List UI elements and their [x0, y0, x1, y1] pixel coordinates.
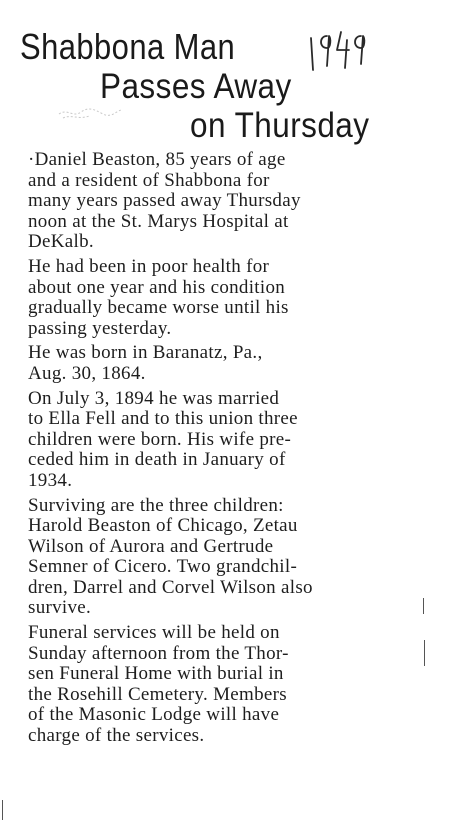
text-line: and a resident of Shabbona for [28, 169, 270, 191]
text-line: Sunday afternoon from the Thor- [28, 642, 289, 664]
text-line: He had been in poor health for [28, 255, 270, 277]
text-line: ·Daniel Beaston, 85 years of age [28, 149, 286, 170]
text-line: Surviving are the three children: [28, 494, 284, 516]
text-line: 1934. [28, 469, 73, 491]
handwritten-year-annotation [305, 26, 371, 76]
headline-line-3: on Thursday [190, 106, 370, 145]
text-line: DeKalb. [28, 231, 94, 253]
margin-mark [424, 640, 425, 666]
headline [0, 0, 452, 145]
text-line: Harold Beaston of Chicago, Zetau [28, 515, 298, 537]
text-line: sen Funeral Home with burial in [28, 663, 284, 685]
text-line: noon at the St. Marys Hospital at [28, 210, 289, 232]
text-line: to Ella Fell and to this union three [28, 408, 298, 430]
paragraph-5 [28, 496, 420, 620]
paragraph-4 [28, 389, 420, 492]
text-line: Semner of Cicero. Two grandchil- [28, 556, 298, 578]
text-line: On July 3, 1894 he was married [28, 387, 280, 409]
article-body [28, 150, 420, 751]
text-line: charge of the services. [28, 725, 205, 747]
paragraph-6 [28, 623, 420, 747]
text-line: passing yesterday. [28, 317, 172, 339]
margin-mark [423, 598, 424, 614]
text-line: Aug. 30, 1864. [28, 362, 146, 384]
paragraph-2 [28, 257, 420, 339]
text-line: of the Masonic Lodge will have [28, 704, 280, 726]
text-line: He was born in Baranatz, Pa., [28, 342, 263, 364]
text-line: ceded him in death in January of [28, 449, 286, 471]
margin-mark [2, 800, 3, 820]
text-line: many years passed away Thursday [28, 190, 301, 212]
text-line: Wilson of Aurora and Gertrude [28, 535, 274, 557]
paragraph-1 [28, 150, 420, 253]
text-line: the Rosehill Cemetery. Members [28, 683, 287, 705]
text-line: Funeral services will be held on [28, 622, 280, 644]
faint-stamp-smudge [55, 100, 125, 124]
text-line: children were born. His wife pre- [28, 428, 292, 450]
text-line: about one year and his condition [28, 276, 286, 298]
text-line: survive. [28, 597, 92, 619]
headline-line-2: Passes Away [100, 67, 292, 106]
paragraph-3 [28, 343, 420, 384]
text-line: gradually became worse until his [28, 297, 289, 319]
text-line: dren, Darrel and Corvel Wilson also [28, 576, 313, 598]
headline-line-1: Shabbona Man [20, 26, 236, 67]
